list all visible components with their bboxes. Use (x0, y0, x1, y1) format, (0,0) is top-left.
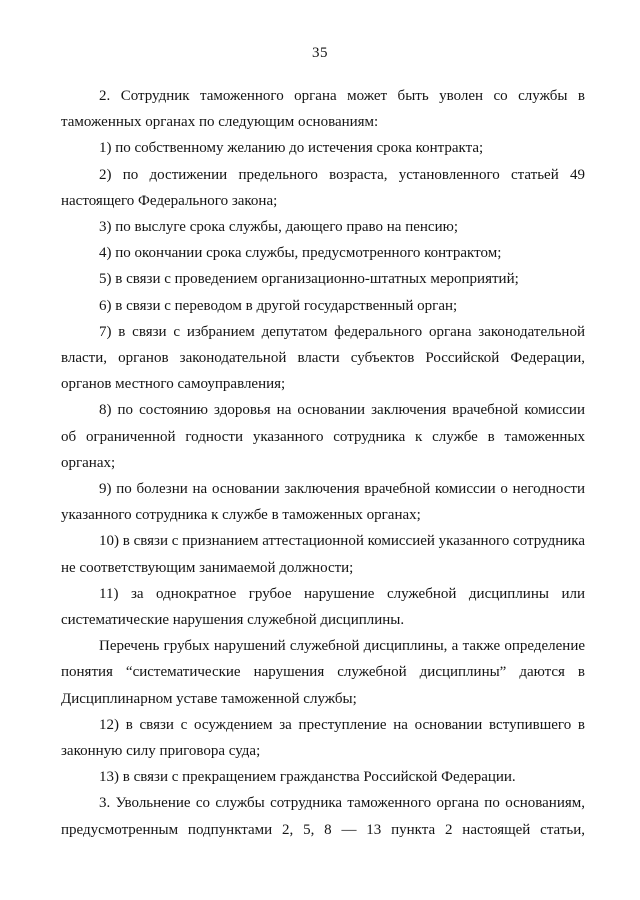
list-item-1: 1) по собственному желанию до истечения срока контракта; (99, 140, 484, 157)
list-item-7: 7) в связи с избранием депутатом федерального органа законодательной власти, органов законодательной власти субъектов Российской Федерации, органов местного самоуправления; (61, 323, 585, 393)
page-number: 35 (312, 45, 328, 61)
list-item-10: 10) в связи с признанием аттестационной комиссией указанного сотрудника не соответствующим занимаемой должности; (61, 533, 585, 576)
list-item-11: 11) за однократное грубое нарушение служебной дисциплины или систематические нарушения служебной дисциплины. (61, 585, 585, 629)
list-item-6: 6) в связи с переводом в другой государственный орган; (99, 297, 458, 314)
list-item-13: 13) в связи с прекращением гражданства Российской Федерации. (99, 769, 516, 786)
document-body (61, 83, 585, 843)
list-item-2: 2) по достижении предельного возраста, установленного статьей 49 настоящего Федерального закона; (61, 166, 585, 209)
list-item-9: 9) по болезни на основании заключения врачебной комиссии о негодности указанного сотрудника к службе в таможенных органах; (61, 481, 585, 524)
list-item-4: 4) по окончании срока службы, предусмотренного контрактом; (99, 245, 502, 262)
paragraph-clause-3: 3. Увольнение со службы сотрудника таможенного органа по основаниям, предусмотренным подпунктами 2, 5, 8 — 13 пункта 2 настоящей статьи, (61, 795, 585, 838)
list-item-3: 3) по выслуге срока службы, дающего право на пенсию; (99, 219, 458, 236)
list-item-5: 5) в связи с проведением организационно-штатных мероприятий; (99, 271, 519, 288)
paragraph-note: Перечень грубых нарушений служебной дисциплины, а также определение понятия “систематические нарушения служебной дисциплины” даются в Дисциплинарном уставе таможенной службы; (61, 638, 585, 707)
list-item-12: 12) в связи с осуждением за преступление на основании вступившего в законную силу приговора суда; (61, 716, 585, 760)
paragraph-clause-2: 2. Сотрудник таможенного органа может быть уволен со службы в таможенных органах по следующим основаниям: (61, 88, 585, 131)
list-item-8: 8) по состоянию здоровья на основании заключения врачебной комиссии об ограниченной годности указанного сотрудника к службе в таможенных органах; (61, 402, 585, 471)
